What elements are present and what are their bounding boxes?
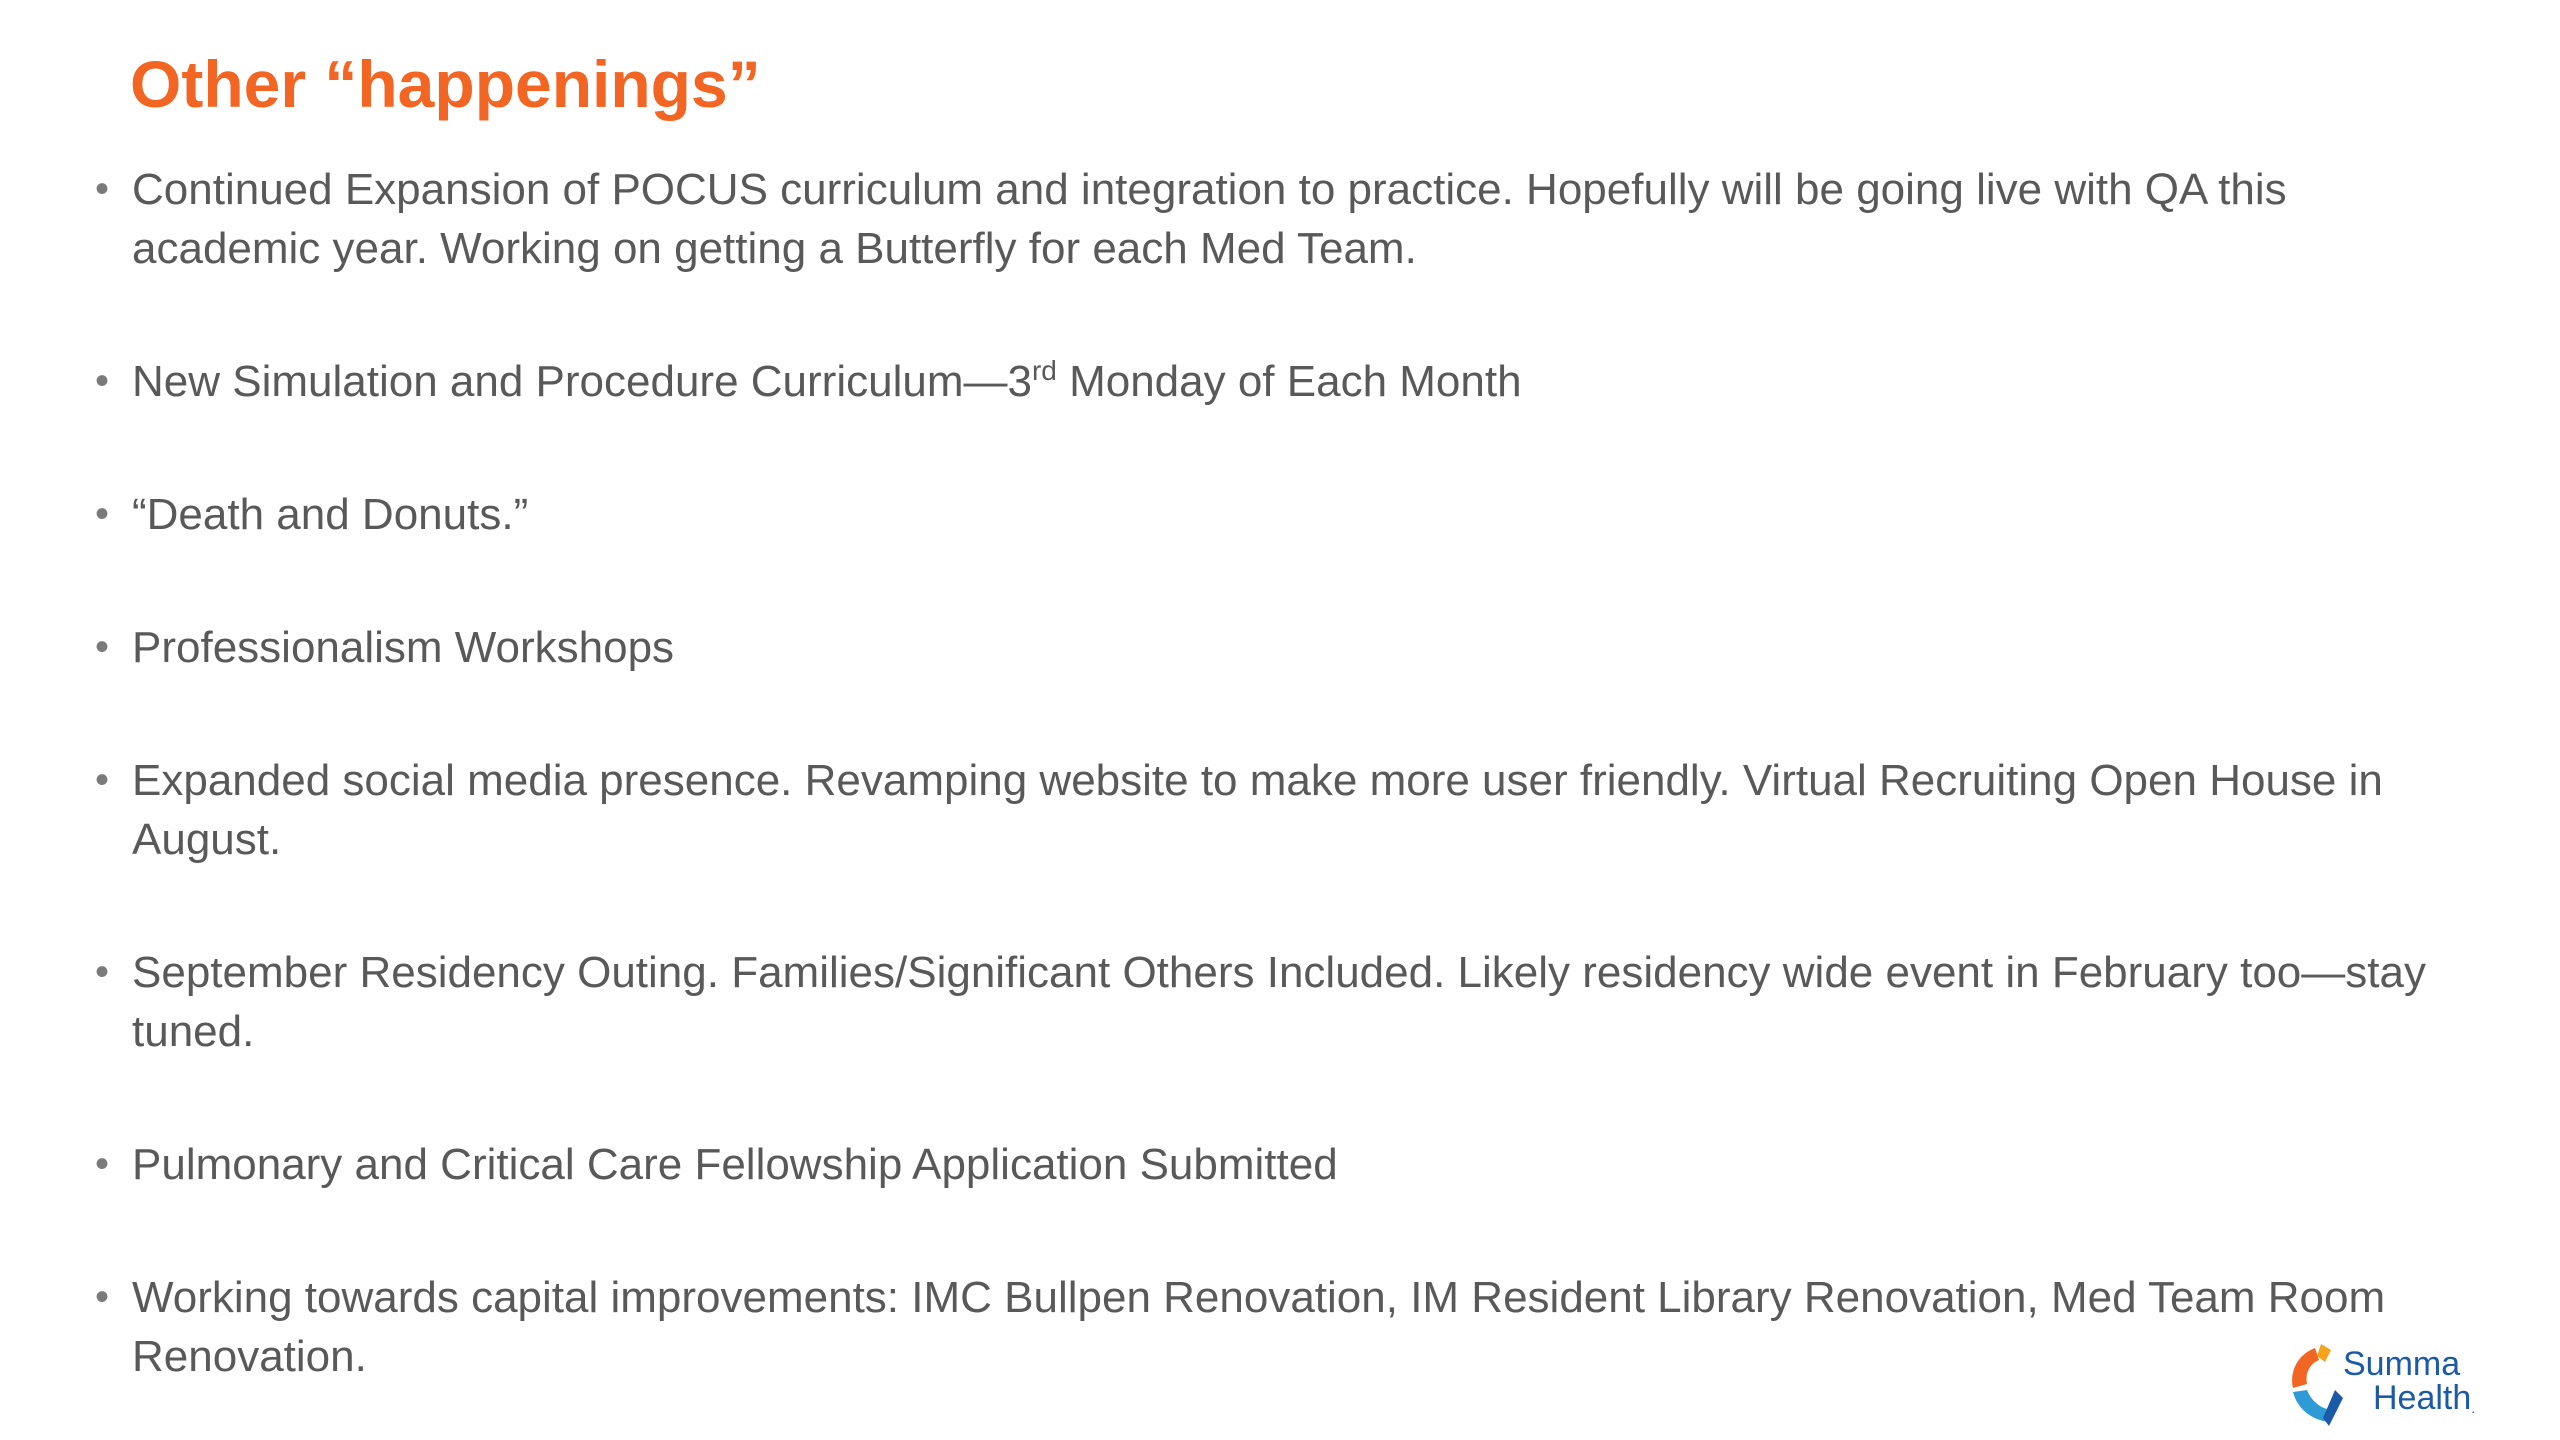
bullet-text: September Residency Outing. Families/Significant Others Included. Likely residency wide event in February too—stay tuned.	[132, 948, 2426, 1056]
logo-trademark: .	[2471, 1400, 2476, 1416]
bullet-item	[90, 618, 2450, 677]
bullet-dot-icon: •	[94, 492, 109, 536]
bullet-text: Working towards capital improvements: IMC Bullpen Renovation, IM Resident Library Renovation, Med Team Room Renovation.	[132, 1273, 2386, 1381]
ordinal-superscript: rd	[1031, 355, 1057, 386]
slide-title: Other “happenings”	[130, 47, 761, 121]
bullet-text: Professionalism Workshops	[132, 623, 675, 672]
logo-wordmark-health: Health	[2373, 1379, 2472, 1417]
bullet-dot-icon: •	[94, 1275, 109, 1319]
bullet-item	[90, 751, 2450, 869]
bullet-dot-icon: •	[94, 167, 109, 211]
bullet-item	[90, 485, 2450, 544]
bullet-dot-icon: •	[94, 625, 109, 669]
bullet-dot-icon: •	[94, 950, 109, 994]
bullet-dot-icon: •	[94, 359, 109, 403]
bullet-dot-icon: •	[94, 1142, 109, 1186]
bullet-item	[90, 1268, 2450, 1386]
summa-health-logo-icon	[2285, 1340, 2347, 1430]
bullet-text-part: Monday of Each Month	[1056, 357, 1522, 406]
bullet-item	[90, 1135, 2450, 1194]
bullet-item	[90, 352, 2450, 411]
logo-wordmark-line2	[2373, 1380, 2475, 1426]
logo-wordmark-line1: Summa	[2343, 1345, 2461, 1383]
bullet-text	[132, 352, 2432, 411]
bullet-text: Expanded social media presence. Revamping website to make more user friendly. Virtual Recruiting Open House in August.	[132, 756, 2383, 864]
bullet-item	[90, 160, 2450, 278]
bullet-dot-icon: •	[94, 758, 109, 802]
summa-health-logo	[2285, 1340, 2485, 1430]
bullet-text-part: New Simulation and Procedure Curriculum—3	[132, 357, 1032, 406]
bullet-text: “Death and Donuts.”	[132, 490, 529, 539]
bullet-text: Pulmonary and Critical Care Fellowship Application Submitted	[132, 1140, 1338, 1189]
bullet-text: Continued Expansion of POCUS curriculum and integration to practice. Hopefully will be going live with QA this academic year. Working on getting a Butterfly for each Med Team.	[132, 165, 2287, 273]
bullet-item	[90, 943, 2450, 1061]
